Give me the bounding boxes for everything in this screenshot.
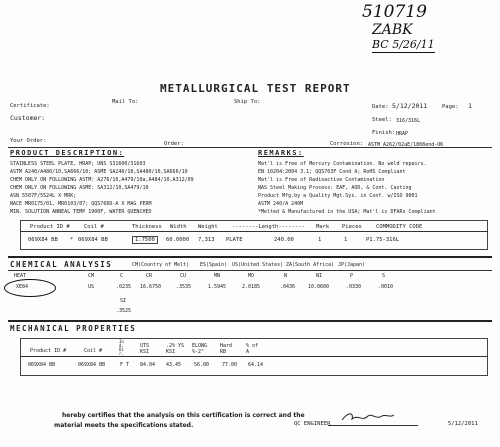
handwritten-code: ZABK xyxy=(372,22,413,38)
mech-header-product-id: Product ID # xyxy=(30,348,67,354)
chem-header-heat: HEAT xyxy=(14,273,27,279)
legend-cm: CM(Country of Melt) xyxy=(132,262,190,268)
signature-line xyxy=(328,425,418,426)
pt-length: 240.00 xyxy=(274,237,294,243)
mech-header-hard: Hard RB xyxy=(220,343,233,355)
pt-header-length: --------Length-------- xyxy=(232,224,305,230)
steel-label: Steel: xyxy=(372,117,392,123)
certification-line-1: hereby certifies that the analysis on this certification is correct and the xyxy=(62,412,305,419)
mech-ra: 64.14 xyxy=(248,362,264,368)
pt-form: PLATE xyxy=(226,237,243,243)
pt-thickness: 1.7500 xyxy=(132,236,158,244)
date-value: 5/12/2011 xyxy=(392,102,428,110)
mech-ys: 43.45 xyxy=(166,362,182,368)
pt-header-thickness: Thickness xyxy=(132,224,162,230)
finish-label: Finish: xyxy=(372,130,396,136)
page-label: Page: xyxy=(442,104,459,110)
chem-cr-value: 16.6750 xyxy=(140,284,162,290)
mech-header-ys: .2% YS KSI xyxy=(166,343,185,355)
pt-header-product-id: Product ID # xyxy=(30,224,70,230)
chem-header-cm: CM xyxy=(88,273,95,279)
chem-s-value: .0010 xyxy=(378,284,394,290)
corrosion-label: Corrosion: xyxy=(330,141,364,147)
pd-line-2: CHEM ONLY ON FOLLOWING ASTM: A276/10,A479/10a,A484/10,A312/09 xyxy=(10,177,194,183)
remark-line-2: EN 10204:2004 3.1; QQS763F Cond A; RoHS Compliant xyxy=(258,169,406,175)
remark-line-5: Product Mfg.by a Quality Mgt.Sys. in Conf. w/ISO 9001 xyxy=(258,193,418,199)
mech-product-id: 069X84 BB xyxy=(28,362,56,368)
remark-line-1: Mat'l is Free of Mercury Contamination. No weld repairs. xyxy=(258,161,427,167)
certification-line-2: material meets the specifications stated. xyxy=(54,422,194,429)
pt-product-id: 069X84 BB xyxy=(28,237,58,243)
chem-header-s: S xyxy=(382,273,386,279)
report-title: METALLURGICAL TEST REPORT xyxy=(160,82,351,95)
order-label: Order: xyxy=(164,141,184,147)
pd-line-6: MIN. SOLUTION ANNEAL TEMP 1900F, WATER QUENCHED xyxy=(10,209,152,215)
chem-si-label: SI xyxy=(120,298,127,304)
customer-label: Customer: xyxy=(10,114,46,122)
remark-line-4: NAS Steel Making Process: EAF, AOD, & Cont. Casting xyxy=(258,185,412,191)
pt-header-commodity: COMMODITY CODE xyxy=(376,224,423,230)
remark-line-3: Mat'l is Free of Radioactive Contamination xyxy=(258,177,385,183)
mechanical-heading: MECHANICAL PROPERTIES xyxy=(10,324,137,333)
pd-line-asme: ASTM A240/A480/10,SA666/10; ASME SA240/10,SA480/10,SA666/10 xyxy=(10,169,188,175)
mech-header-ra: % of A xyxy=(246,343,259,355)
chem-heat-value: XE84 xyxy=(16,284,29,290)
pt-header-length-text: Length xyxy=(258,224,279,230)
pd-line-1: STAINLESS STEEL PLATE, HRAP; UNS S31600/31603 xyxy=(10,161,146,167)
finish-value: HRAP xyxy=(396,131,409,137)
header-divider xyxy=(8,147,492,148)
mech-header-coil: Coil # xyxy=(84,348,103,354)
chem-ni-value: 10.0600 xyxy=(308,284,330,290)
pt-star: * xyxy=(70,237,74,243)
handwritten-number: 510719 xyxy=(362,2,427,22)
pt-coil: 069X84 BB xyxy=(78,237,108,243)
chem-c-value: .0235 xyxy=(116,284,132,290)
pd-line-3: CHEM ONLY ON FOLLOWING ASME: SA312/10,SA479/10 xyxy=(10,185,149,191)
chem-header-cr: CR xyxy=(146,273,153,279)
chem-cm-value: US xyxy=(88,284,95,290)
chem-header-mn: MN xyxy=(214,273,221,279)
qc-date: 5/12/2011 xyxy=(448,421,478,427)
legend-es: ES(Spain) xyxy=(200,262,228,268)
page-value: 1 xyxy=(468,102,472,110)
qc-signature xyxy=(340,410,396,424)
remark-line-7: *Melted & Manufactured in the USA; Mat'l is DFARs Compliant xyxy=(258,209,436,215)
legend-za: ZA(South Africa) xyxy=(286,262,335,268)
pt-header-width: Width xyxy=(170,224,187,230)
mech-coil: 069X84 BB xyxy=(78,362,106,368)
chem-header-ni: NI xyxy=(316,273,323,279)
certificate-label: Certificate: xyxy=(10,103,50,109)
pt-width: 60.0000 xyxy=(166,237,190,243)
product-description-heading: PRODUCT DESCRIPTION: xyxy=(10,149,125,157)
pt-header-weight: Weight xyxy=(198,224,218,230)
chem-header-rule xyxy=(8,270,492,271)
steel-value: 316/316L xyxy=(396,118,421,124)
chem-header-cu: CU xyxy=(180,273,187,279)
qc-engineer-label: QC ENGINEER xyxy=(294,421,331,427)
chem-mn-value: 1.5945 xyxy=(208,284,227,290)
chem-header-p: P xyxy=(350,273,354,279)
pt-header-mark: Mark xyxy=(316,224,330,230)
mech-top-rule xyxy=(8,320,492,322)
mech-header-elong: ELONG %-2" xyxy=(192,343,208,355)
date-label: Date: xyxy=(372,104,389,110)
chem-p-value: .0330 xyxy=(346,284,362,290)
pt-commodity: P1.75-316L xyxy=(366,237,400,243)
mech-dir: F T xyxy=(120,362,130,368)
heat-circle-mark xyxy=(4,279,56,297)
mail-to-label: Mail To: xyxy=(112,99,139,105)
corrosion-value: ASTM A262/02aE/1808end-OK xyxy=(368,142,444,148)
mech-hard: 77.00 xyxy=(222,362,238,368)
chem-top-rule xyxy=(8,256,492,258)
your-order-label: Your Order: xyxy=(10,138,47,144)
pd-line-5: NACE MR0175/01, MR0103/07; QQS766D-A X MAG PERM xyxy=(10,201,152,207)
mech-elong: 56.00 xyxy=(194,362,210,368)
ship-to-label: Ship To: xyxy=(234,99,261,105)
chem-header-c: C xyxy=(120,273,124,279)
handwritten-initials-date: BC 5/26/11 xyxy=(372,38,435,51)
remark-line-6: ASTM 240/A 240M xyxy=(258,201,304,207)
pt-header-coil: Coil # xyxy=(84,224,104,230)
mech-header-uts: UTS KSI xyxy=(140,343,150,355)
chemical-heading: CHEMICAL ANALYSIS xyxy=(10,260,113,269)
pt-pieces: 1 xyxy=(344,237,348,243)
chem-header-n: N xyxy=(284,273,288,279)
remarks-heading: REMARKS: xyxy=(258,149,304,157)
chem-mo-value: 2.0185 xyxy=(242,284,261,290)
mech-table-header-rule xyxy=(20,356,488,357)
mech-uts: 84.04 xyxy=(140,362,156,368)
pt-mark: 1 xyxy=(318,237,322,243)
legend-us: US(United States) xyxy=(232,262,284,268)
mech-header-dir: Ind.Dir. xyxy=(119,339,124,356)
pt-weight: 7,313 xyxy=(198,237,215,243)
legend-jp: JP(Japan) xyxy=(338,262,366,268)
chem-n-value: .0436 xyxy=(280,284,296,290)
chem-si-value: .3525 xyxy=(116,308,132,314)
product-table-header-rule xyxy=(20,231,488,232)
pd-line-4: ASN 5507F/5524L X MRK; xyxy=(10,193,77,199)
chem-header-mo: MO xyxy=(248,273,255,279)
chem-cu-value: .3535 xyxy=(176,284,192,290)
pt-header-pieces: Pieces xyxy=(342,224,362,230)
